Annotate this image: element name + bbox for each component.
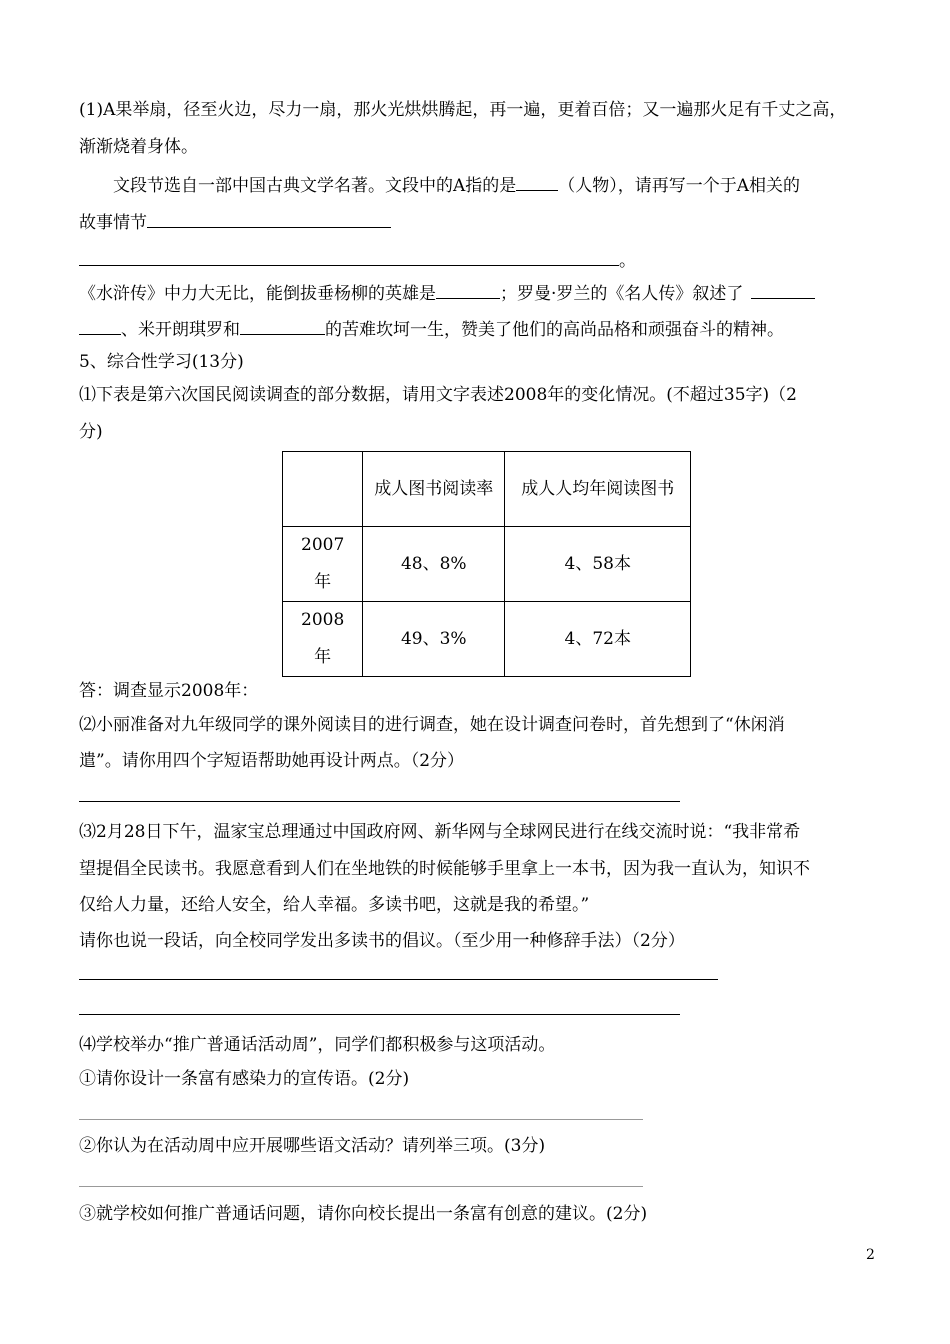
q3-line-4: 请你也说一段话，向全校同学发出多读书的倡议。（至少用一种修辞手法）（2分） [79,931,685,951]
table-header-cell [283,452,363,527]
question-a-line-2 [79,209,391,235]
end-mark: 。 [619,251,636,271]
q4-part-1: ①请你设计一条富有感染力的宣传语。(2分) [79,1069,410,1089]
table-books-cell: 4、58本 [505,527,691,602]
table-rate-cell: 49、3% [363,602,505,677]
q2-answer-line[interactable] [79,801,680,802]
question-b-text-2: ；罗曼·罗兰的《名人传》叙述了 [500,284,744,304]
table-year-cell: 2007年 [283,527,363,602]
question-a-text-2: （人物），请再写一个于A相关的 [558,176,801,196]
table-rate-cell: 48、8% [363,527,505,602]
story-plot-line-2 [79,247,636,273]
table-year-cell: 2008年 [283,602,363,677]
table-header-row [283,452,691,527]
q4-part-2: ②你认为在活动周中应开展哪些语文活动？请列举三项。(3分) [79,1136,546,1156]
q4-part-1-answer-line[interactable] [79,1119,643,1120]
question-b-line-1 [79,280,815,306]
passage-line-2: 渐渐烧着身体。 [79,137,198,157]
q3-line-1: ⑶2月28日下午，温家宝总理通过中国政府网、新华网与全球网民进行在线交流时说：“我非常希 [79,822,801,842]
passage-line-1: (1)A果举扇，径至火边，尽力一扇，那火光烘烘腾起，再一遍，更着百倍；又一遍那火足有千丈之高， [79,100,847,120]
reading-survey-table [282,451,691,677]
question-a-text-1: 文段节选自一部中国古典文学名著。文段中的A指的是 [113,176,517,196]
q3-answer-line-2[interactable] [79,1014,680,1015]
hero-answer-blank[interactable] [436,280,500,299]
story-plot-label: 故事情节 [79,213,147,233]
q3-line-2: 望提倡全民读书。我愿意看到人们在坐地铁的时候能够手里拿上一本书，因为我一直认为，知识不 [79,859,810,879]
person-answer-blank-1b[interactable] [79,316,121,335]
q4-part-2-answer-line[interactable] [79,1186,643,1187]
q3-line-3: 仅给人力量，还给人安全，给人幸福。多读书吧，这就是我的希望。” [79,895,590,915]
q4-intro: ⑷学校举办“推广普通话活动周”，同学们都积极参与这项活动。 [79,1035,556,1055]
story-plot-blank[interactable] [147,209,391,228]
q1-line-1: ⑴下表是第六次国民阅读调查的部分数据，请用文字表述2008年的变化情况。(不超过35字)（2 [79,385,797,405]
table-header-cell: 成人图书阅读率 [363,452,505,527]
table-row [283,602,691,677]
question-b-text-3: 、米开朗琪罗和 [121,320,240,340]
question-b-line-2 [79,316,784,342]
q4-part-3: ③就学校如何推广普通话问题，请你向校长提出一条富有创意的建议。(2分) [79,1204,648,1224]
table-header-cell: 成人人均年阅读图书 [505,452,691,527]
page-number: 2 [866,1247,875,1263]
person-answer-blank-2[interactable] [240,316,325,335]
person-answer-blank-1a[interactable] [751,280,815,299]
story-plot-blank-2[interactable] [79,247,619,266]
table-row [283,527,691,602]
question-b-text-4: 的苦难坎坷一生，赞美了他们的高尚品格和顽强奋斗的精神。 [325,320,784,340]
character-answer-blank[interactable] [516,172,558,191]
q1-line-2: 分) [79,422,103,442]
q3-answer-line-1[interactable] [79,979,718,980]
q2-line-2: 遣”。请你用四个字短语帮助她再设计两点。（2分） [79,751,465,771]
q1-answer-prompt: 答：调查显示2008年： [79,681,259,701]
q2-line-1: ⑵小丽准备对九年级同学的课外阅读目的进行调查，她在设计调查问卷时，首先想到了“休闲消 [79,715,785,735]
section-5-heading: 5、综合性学习(13分) [79,352,244,372]
question-b-text-1: 《水浒传》中力大无比，能倒拔垂杨柳的英雄是 [79,284,436,304]
table-books-cell: 4、72本 [505,602,691,677]
question-a-line-1 [113,172,800,198]
